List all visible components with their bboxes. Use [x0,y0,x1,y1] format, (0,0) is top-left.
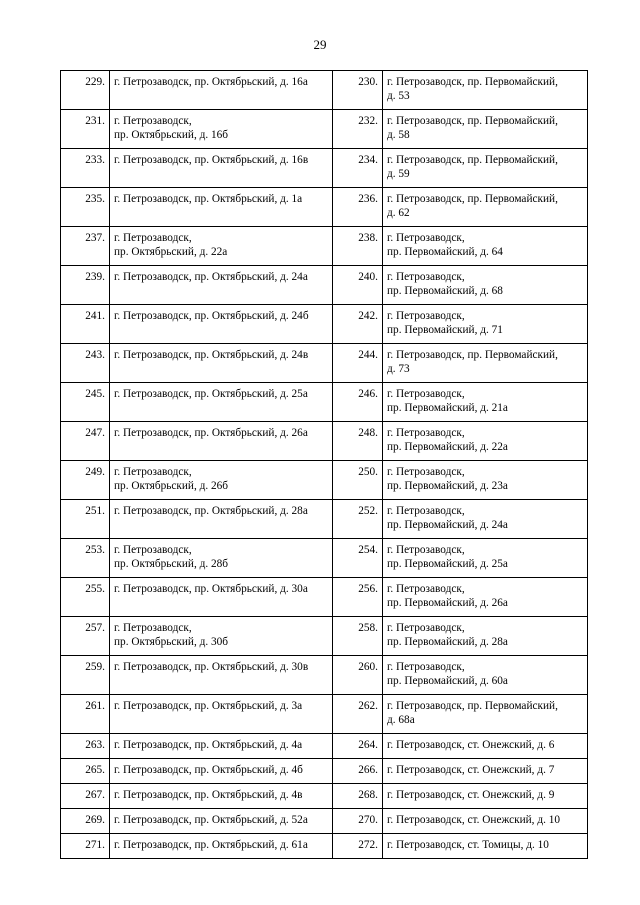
address-cell: г. Петрозаводск, пр. Первомайский, д. 58 [383,110,588,149]
row-number-cell: 254. [333,539,383,578]
row-number-cell: 233. [61,149,110,188]
address-cell: г. Петрозаводск, пр. Октябрьский, д. 30б [110,617,333,656]
row-number-cell: 251. [61,500,110,539]
address-cell: г. Петрозаводск, ст. Онежский, д. 9 [383,784,588,809]
address-cell: г. Петрозаводск, пр. Первомайский, д. 28а [383,617,588,656]
table-row [61,110,588,149]
row-number-cell: 231. [61,110,110,149]
table-row [61,422,588,461]
table-row [61,784,588,809]
row-number-cell: 255. [61,578,110,617]
row-number-cell: 243. [61,344,110,383]
table-row [61,188,588,227]
row-number-cell: 229. [61,71,110,110]
address-cell: г. Петрозаводск, ст. Онежский, д. 6 [383,734,588,759]
row-number-cell: 256. [333,578,383,617]
address-cell: г. Петрозаводск, пр. Октябрьский, д. 24а [110,266,333,305]
row-number-cell: 262. [333,695,383,734]
table-row [61,344,588,383]
address-cell: г. Петрозаводск, пр. Первомайский, д. 68а [383,695,588,734]
row-number-cell: 232. [333,110,383,149]
address-cell: г. Петрозаводск, пр. Первомайский, д. 60а [383,656,588,695]
table-row [61,539,588,578]
address-cell: г. Петрозаводск, пр. Октябрьский, д. 4б [110,759,333,784]
address-cell: г. Петрозаводск, пр. Первомайский, д. 59 [383,149,588,188]
row-number-cell: 236. [333,188,383,227]
row-number-cell: 237. [61,227,110,266]
address-cell: г. Петрозаводск, пр. Первомайский, д. 26а [383,578,588,617]
address-cell: г. Петрозаводск, пр. Октябрьский, д. 24б [110,305,333,344]
row-number-cell: 230. [333,71,383,110]
row-number-cell: 247. [61,422,110,461]
address-cell: г. Петрозаводск, пр. Октябрьский, д. 4в [110,784,333,809]
address-table-body [61,71,588,859]
row-number-cell: 258. [333,617,383,656]
table-row [61,759,588,784]
address-cell: г. Петрозаводск, пр. Первомайский, д. 22а [383,422,588,461]
address-cell: г. Петрозаводск, ст. Томицы, д. 10 [383,834,588,859]
address-cell: г. Петрозаводск, пр. Первомайский, д. 53 [383,71,588,110]
row-number-cell: 265. [61,759,110,784]
address-cell: г. Петрозаводск, пр. Первомайский, д. 73 [383,344,588,383]
address-cell: г. Петрозаводск, пр. Октябрьский, д. 26б [110,461,333,500]
address-cell: г. Петрозаводск, пр. Октябрьский, д. 52а [110,809,333,834]
address-cell: г. Петрозаводск, пр. Первомайский, д. 21а [383,383,588,422]
row-number-cell: 259. [61,656,110,695]
address-cell: г. Петрозаводск, пр. Октябрьский, д. 16в [110,149,333,188]
address-cell: г. Петрозаводск, ст. Онежский, д. 7 [383,759,588,784]
table-row [61,227,588,266]
row-number-cell: 239. [61,266,110,305]
address-cell: г. Петрозаводск, пр. Октябрьский, д. 1а [110,188,333,227]
table-row [61,834,588,859]
table-row [61,500,588,539]
address-cell: г. Петрозаводск, пр. Октябрьский, д. 4а [110,734,333,759]
row-number-cell: 271. [61,834,110,859]
address-cell: г. Петрозаводск, пр. Октябрьский, д. 24в [110,344,333,383]
address-cell: г. Петрозаводск, пр. Октябрьский, д. 16а [110,71,333,110]
table-row [61,266,588,305]
row-number-cell: 261. [61,695,110,734]
row-number-cell: 257. [61,617,110,656]
address-table [60,70,588,859]
address-cell: г. Петрозаводск, пр. Октябрьский, д. 28б [110,539,333,578]
row-number-cell: 253. [61,539,110,578]
address-cell: г. Петрозаводск, пр. Октябрьский, д. 61а [110,834,333,859]
row-number-cell: 268. [333,784,383,809]
table-row [61,734,588,759]
row-number-cell: 260. [333,656,383,695]
row-number-cell: 266. [333,759,383,784]
page-number: 29 [313,37,327,52]
address-cell: г. Петрозаводск, пр. Первомайский, д. 25а [383,539,588,578]
table-row [61,695,588,734]
table-row [61,809,588,834]
table-row [61,71,588,110]
row-number-cell: 246. [333,383,383,422]
table-row [61,149,588,188]
address-cell: г. Петрозаводск, пр. Октябрьский, д. 16б [110,110,333,149]
row-number-cell: 264. [333,734,383,759]
address-cell: г. Петрозаводск, пр. Октябрьский, д. 30а [110,578,333,617]
row-number-cell: 242. [333,305,383,344]
table-row [61,461,588,500]
table-row [61,617,588,656]
address-cell: г. Петрозаводск, пр. Октябрьский, д. 30в [110,656,333,695]
address-cell: г. Петрозаводск, пр. Октябрьский, д. 28а [110,500,333,539]
row-number-cell: 269. [61,809,110,834]
address-cell: г. Петрозаводск, пр. Октябрьский, д. 25а [110,383,333,422]
address-cell: г. Петрозаводск, пр. Первомайский, д. 24а [383,500,588,539]
row-number-cell: 244. [333,344,383,383]
row-number-cell: 249. [61,461,110,500]
address-cell: г. Петрозаводск, ст. Онежский, д. 10 [383,809,588,834]
row-number-cell: 240. [333,266,383,305]
address-cell: г. Петрозаводск, пр. Октябрьский, д. 26а [110,422,333,461]
row-number-cell: 248. [333,422,383,461]
address-cell: г. Петрозаводск, пр. Октябрьский, д. 22а [110,227,333,266]
row-number-cell: 234. [333,149,383,188]
row-number-cell: 241. [61,305,110,344]
row-number-cell: 267. [61,784,110,809]
table-row [61,656,588,695]
address-cell: г. Петрозаводск, пр. Октябрьский, д. 3а [110,695,333,734]
address-cell: г. Петрозаводск, пр. Первомайский, д. 68 [383,266,588,305]
row-number-cell: 270. [333,809,383,834]
table-row [61,305,588,344]
row-number-cell: 272. [333,834,383,859]
table-row [61,383,588,422]
address-cell: г. Петрозаводск, пр. Первомайский, д. 64 [383,227,588,266]
row-number-cell: 245. [61,383,110,422]
row-number-cell: 263. [61,734,110,759]
address-cell: г. Петрозаводск, пр. Первомайский, д. 23а [383,461,588,500]
row-number-cell: 250. [333,461,383,500]
row-number-cell: 235. [61,188,110,227]
address-cell: г. Петрозаводск, пр. Первомайский, д. 71 [383,305,588,344]
row-number-cell: 252. [333,500,383,539]
table-row [61,578,588,617]
address-cell: г. Петрозаводск, пр. Первомайский, д. 62 [383,188,588,227]
row-number-cell: 238. [333,227,383,266]
